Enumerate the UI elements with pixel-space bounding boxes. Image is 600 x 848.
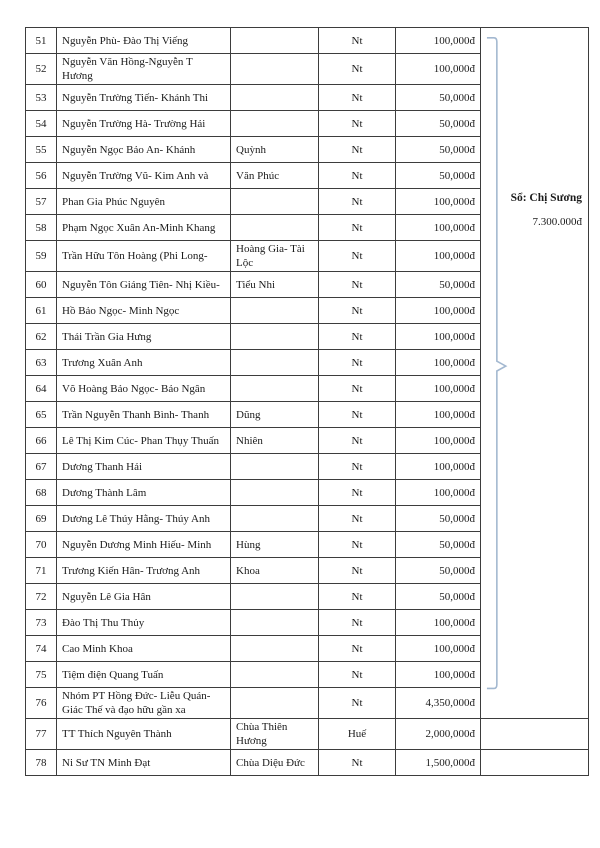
donor-extra-name [231, 376, 319, 402]
donor-name: Hồ Bảo Ngọc- Minh Ngọc [57, 298, 231, 324]
donation-table [25, 27, 589, 776]
currency-note: Nt [319, 241, 396, 272]
donor-extra-name: Khoa [231, 558, 319, 584]
donor-extra-name: Chùa Thiên Hương [231, 719, 319, 750]
donation-amount: 50,000đ [396, 163, 481, 189]
row-number: 76 [26, 688, 57, 719]
row-number: 52 [26, 54, 57, 85]
donor-name: Đào Thị Thu Thủy [57, 610, 231, 636]
row-number: 55 [26, 137, 57, 163]
donor-extra-name [231, 215, 319, 241]
row-number: 77 [26, 719, 57, 750]
row-number: 53 [26, 85, 57, 111]
donation-amount: 100,000đ [396, 241, 481, 272]
donor-extra-name [231, 636, 319, 662]
donor-name: Nguyễn Lê Gia Hân [57, 584, 231, 610]
donation-amount: 100,000đ [396, 215, 481, 241]
donor-extra-name [231, 662, 319, 688]
donor-name: Võ Hoàng Bảo Ngọc- Bảo Ngân [57, 376, 231, 402]
summary-note-cell [481, 28, 589, 719]
donor-name: Trương Kiến Hân- Trương Anh [57, 558, 231, 584]
donation-amount: 100,000đ [396, 54, 481, 85]
donation-amount: 100,000đ [396, 402, 481, 428]
donor-name: Phạm Ngọc Xuân An-Minh Khang [57, 215, 231, 241]
donation-amount: 50,000đ [396, 111, 481, 137]
note-cell-empty [481, 750, 589, 776]
table-row [26, 750, 589, 776]
donation-amount: 100,000đ [396, 428, 481, 454]
table-body [26, 28, 589, 776]
donation-amount: 1,500,000đ [396, 750, 481, 776]
donation-amount: 100,000đ [396, 376, 481, 402]
donation-amount: 50,000đ [396, 137, 481, 163]
currency-note: Nt [319, 662, 396, 688]
donor-name: Nguyễn Văn Hồng-Nguyễn T Hương [57, 54, 231, 85]
donor-name: Nguyễn Tôn Giáng Tiên- Nhị Kiều- [57, 272, 231, 298]
donor-name: Dương Lê Thúy Hằng- Thúy Anh [57, 506, 231, 532]
donor-extra-name: Hùng [231, 532, 319, 558]
table-row [26, 28, 589, 54]
ledger-label: Sổ: Chị Sương [510, 192, 582, 204]
donor-extra-name [231, 584, 319, 610]
row-number: 69 [26, 506, 57, 532]
donation-amount: 100,000đ [396, 189, 481, 215]
currency-note: Nt [319, 163, 396, 189]
row-number: 71 [26, 558, 57, 584]
donation-amount: 100,000đ [396, 298, 481, 324]
currency-note: Nt [319, 272, 396, 298]
donor-extra-name: Nhiên [231, 428, 319, 454]
row-number: 61 [26, 298, 57, 324]
donor-name: Phan Gia Phúc Nguyên [57, 189, 231, 215]
table-row [26, 719, 589, 750]
currency-note: Nt [319, 480, 396, 506]
donation-amount: 100,000đ [396, 324, 481, 350]
row-number: 65 [26, 402, 57, 428]
donation-amount: 100,000đ [396, 350, 481, 376]
donor-name: Nguyễn Trường Vũ- Kim Anh và [57, 163, 231, 189]
donor-name: Nguyễn Trường Hà- Trường Hải [57, 111, 231, 137]
currency-note: Nt [319, 85, 396, 111]
currency-note: Huế [319, 719, 396, 750]
row-number: 60 [26, 272, 57, 298]
donor-name: Thái Trần Gia Hưng [57, 324, 231, 350]
donor-extra-name: Hoàng Gia- Tài Lộc [231, 241, 319, 272]
row-number: 75 [26, 662, 57, 688]
currency-note: Nt [319, 54, 396, 85]
currency-note: Nt [319, 506, 396, 532]
donor-name: Dương Thành Lâm [57, 480, 231, 506]
currency-note: Nt [319, 688, 396, 719]
donor-name: Nguyễn Ngọc Bảo An- Khánh [57, 137, 231, 163]
row-number: 74 [26, 636, 57, 662]
donation-amount: 50,000đ [396, 506, 481, 532]
donor-name: Nhóm PT Hồng Đức- Liễu Quán- Giác Thế và đạo hữu gần xa [57, 688, 231, 719]
row-number: 78 [26, 750, 57, 776]
donor-name: Nguyễn Dương Minh Hiếu- Minh [57, 532, 231, 558]
donor-name: Trương Xuân Anh [57, 350, 231, 376]
brace-path [487, 38, 506, 689]
row-number: 63 [26, 350, 57, 376]
donor-extra-name [231, 688, 319, 719]
note-cell-empty [481, 719, 589, 750]
donor-name: TT Thích Nguyên Thành [57, 719, 231, 750]
row-number: 72 [26, 584, 57, 610]
row-number: 58 [26, 215, 57, 241]
donor-name: Dương Thanh Hải [57, 454, 231, 480]
row-number: 51 [26, 28, 57, 54]
donor-extra-name: Chùa Diệu Đức [231, 750, 319, 776]
currency-note: Nt [319, 558, 396, 584]
currency-note: Nt [319, 350, 396, 376]
donor-name: Trần Nguyễn Thanh Bình- Thanh [57, 402, 231, 428]
row-number: 59 [26, 241, 57, 272]
donation-amount: 100,000đ [396, 662, 481, 688]
donor-name: Trần Hữu Tôn Hoàng (Phi Long- [57, 241, 231, 272]
grouping-brace-icon [481, 28, 588, 718]
donor-name: Nguyễn Trường Tiến- Khánh Thi [57, 85, 231, 111]
donor-name: Cao Minh Khoa [57, 636, 231, 662]
donor-extra-name [231, 298, 319, 324]
currency-note: Nt [319, 610, 396, 636]
row-number: 56 [26, 163, 57, 189]
donor-name: Nguyễn Phù- Đào Thị Viếng [57, 28, 231, 54]
donation-amount: 50,000đ [396, 272, 481, 298]
currency-note: Nt [319, 584, 396, 610]
currency-note: Nt [319, 28, 396, 54]
currency-note: Nt [319, 189, 396, 215]
currency-note: Nt [319, 215, 396, 241]
donor-extra-name [231, 480, 319, 506]
currency-note: Nt [319, 324, 396, 350]
donation-amount: 50,000đ [396, 584, 481, 610]
donation-amount: 50,000đ [396, 85, 481, 111]
currency-note: Nt [319, 402, 396, 428]
currency-note: Nt [319, 376, 396, 402]
ledger-annotation [511, 191, 582, 230]
donor-extra-name [231, 324, 319, 350]
donor-extra-name [231, 85, 319, 111]
currency-note: Nt [319, 750, 396, 776]
currency-note: Nt [319, 111, 396, 137]
row-number: 67 [26, 454, 57, 480]
row-number: 70 [26, 532, 57, 558]
donor-extra-name [231, 506, 319, 532]
donor-name: Ni Sư TN Minh Đạt [57, 750, 231, 776]
donor-name: Lê Thị Kim Cúc- Phan Thụy Thuấn [57, 428, 231, 454]
currency-note: Nt [319, 428, 396, 454]
donation-amount: 4,350,000đ [396, 688, 481, 719]
donor-extra-name [231, 111, 319, 137]
currency-note: Nt [319, 298, 396, 324]
donor-extra-name: Dũng [231, 402, 319, 428]
row-number: 68 [26, 480, 57, 506]
donation-amount: 100,000đ [396, 480, 481, 506]
ledger-total: 7.300.000đ [532, 216, 582, 228]
currency-note: Nt [319, 532, 396, 558]
donor-extra-name: Quỳnh [231, 137, 319, 163]
donation-amount: 2,000,000đ [396, 719, 481, 750]
donation-amount: 50,000đ [396, 558, 481, 584]
currency-note: Nt [319, 137, 396, 163]
donation-amount: 100,000đ [396, 636, 481, 662]
donor-extra-name [231, 54, 319, 85]
donor-extra-name: Tiểu Nhi [231, 272, 319, 298]
donor-extra-name [231, 350, 319, 376]
donor-extra-name [231, 28, 319, 54]
donation-amount: 50,000đ [396, 532, 481, 558]
row-number: 64 [26, 376, 57, 402]
row-number: 54 [26, 111, 57, 137]
donor-extra-name [231, 189, 319, 215]
donation-amount: 100,000đ [396, 28, 481, 54]
donation-amount: 100,000đ [396, 454, 481, 480]
currency-note: Nt [319, 636, 396, 662]
donor-extra-name [231, 610, 319, 636]
row-number: 62 [26, 324, 57, 350]
row-number: 73 [26, 610, 57, 636]
row-number: 66 [26, 428, 57, 454]
donation-amount: 100,000đ [396, 610, 481, 636]
donor-name: Tiệm điện Quang Tuấn [57, 662, 231, 688]
donor-extra-name [231, 454, 319, 480]
donor-extra-name: Văn Phúc [231, 163, 319, 189]
currency-note: Nt [319, 454, 396, 480]
summary-note-inner [481, 28, 588, 718]
row-number: 57 [26, 189, 57, 215]
